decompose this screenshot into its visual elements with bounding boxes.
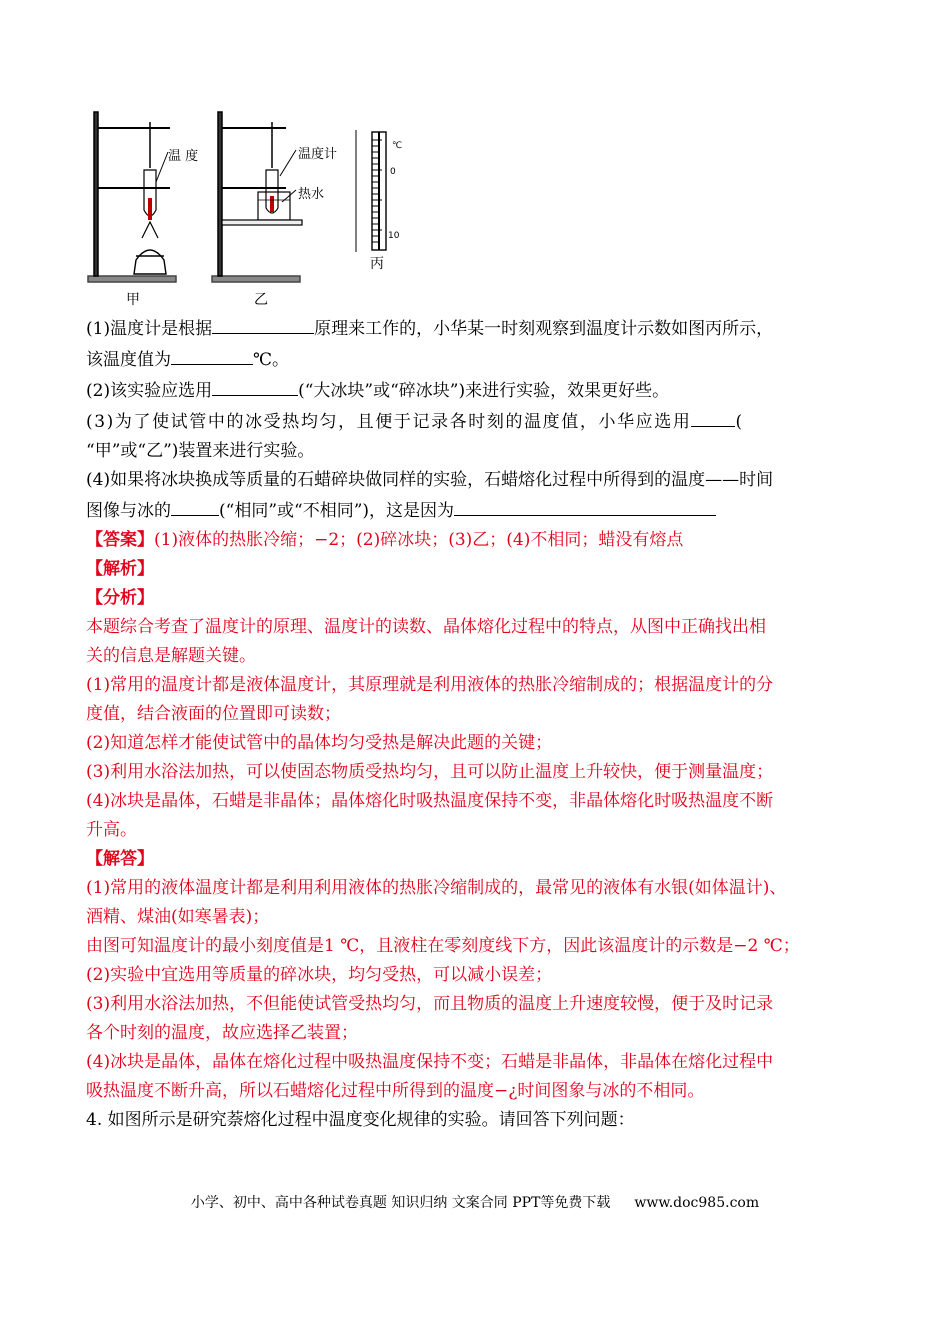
label-yi: 乙 bbox=[254, 292, 268, 308]
blank-2 bbox=[171, 344, 253, 365]
jieda-line: (1)常用的液体温度计都是利用利用液体的热胀冷缩制成的，最常见的液体有水银(如体温计)、 bbox=[86, 878, 787, 898]
fenxi-line: 关的信息是解题关键。 bbox=[86, 646, 256, 666]
thermo-ten: 10 bbox=[388, 231, 400, 241]
question-4-line-1: (4)如果将冰块换成等质量的石蜡碎块做同样的实验，石蜡熔化过程中所得到的温度——时间 bbox=[86, 470, 774, 490]
fenxi-line: (1)常用的温度计都是液体温度计，其原理就是利用液体的热胀冷缩制成的；根据温度计的分 bbox=[86, 675, 774, 695]
label-wendu: 温 度 bbox=[168, 149, 199, 164]
apparatus-jia bbox=[88, 112, 176, 282]
blank-3 bbox=[212, 375, 298, 396]
document-body bbox=[86, 313, 876, 1135]
blank-6 bbox=[454, 495, 716, 516]
label-jia: 甲 bbox=[126, 292, 140, 308]
question-1-line-2: 该温度值为 ℃。 bbox=[86, 344, 876, 375]
next-question: 4. 如图所示是研究萘熔化过程中温度变化规律的实验。请回答下列问题： bbox=[86, 1110, 635, 1130]
jieda-line: 吸热温度不断升高，所以石蜡熔化过程中所得到的温度−¿时间图象与冰的不相同。 bbox=[86, 1081, 705, 1101]
question-3-line-1: (3)为了使试管中的冰受热均匀，且便于记录各时刻的温度值，小华应选用 ( bbox=[86, 406, 876, 437]
question-2: (2)该实验应选用 (“大冰块”或“碎冰块”)来进行实验，效果更好些。 bbox=[86, 375, 876, 406]
thermo-zero: 0 bbox=[390, 167, 396, 177]
answer-tag: 【答案】 bbox=[86, 530, 154, 550]
label-bing: 丙 bbox=[370, 256, 384, 272]
jieda-line: (2)实验中宜选用等质量的碎冰块，均匀受热，可以减小误差； bbox=[86, 965, 553, 985]
question-1-line-1: (1)温度计是根据 原理来工作的，小华某一时刻观察到温度计示数如图丙所示， bbox=[86, 313, 876, 344]
experiment-figure bbox=[86, 110, 406, 310]
jieda-line: (4)冰块是晶体，晶体在熔化过程中吸热温度保持不变；石蜡是非晶体，非晶体在熔化过程中 bbox=[86, 1052, 774, 1072]
fenxi-line: 本题综合考查了温度计的原理、温度计的读数、晶体熔化过程中的特点，从图中正确找出相 bbox=[86, 617, 766, 637]
fenxi-tag: 【分析】 bbox=[86, 588, 154, 608]
thermometer-bing bbox=[356, 130, 386, 252]
thermo-unit: ℃ bbox=[392, 141, 403, 151]
label-reshui: 热水 bbox=[298, 187, 325, 202]
fenxi-line: (2)知道怎样才能使试管中的晶体均匀受热是解决此题的关键； bbox=[86, 733, 553, 753]
jieda-line: 酒精、煤油(如寒暑表)； bbox=[86, 907, 270, 927]
jieda-line: 各个时刻的温度，故应选择乙装置； bbox=[86, 1023, 358, 1043]
question-4-line-2: 图像与冰的 (“相同”或“不相同”)，这是因为 bbox=[86, 495, 876, 526]
jieda-line: 由图可知温度计的最小刻度值是1 ℃，且液柱在零刻度线下方，因此该温度计的示数是−2 ℃； bbox=[86, 936, 800, 956]
fenxi-line: 度值，结合液面的位置即可读数； bbox=[86, 704, 341, 724]
question-3-line-2: “甲”或“乙”)装置来进行实验。 bbox=[86, 441, 315, 461]
label-wendu-ji: 温度计 bbox=[298, 147, 338, 162]
answer-text: (1)液体的热胀冷缩；−2；(2)碎冰块；(3)乙；(4)不相同；蜡没有熔点 bbox=[154, 530, 684, 550]
fenxi-line: (4)冰块是晶体，石蜡是非晶体；晶体熔化时吸热温度保持不变，非晶体熔化时吸热温度不断 bbox=[86, 791, 774, 811]
jieda-line: (3)利用水浴法加热，不但能使试管受热均匀，而且物质的温度上升速度较慢，便于及时记录 bbox=[86, 994, 774, 1014]
answer-line bbox=[86, 526, 876, 555]
footer-text: 小学、初中、高中各种试卷真题 知识归纳 文案合同 PPT等免费下载 bbox=[190, 1195, 611, 1211]
fenxi-line: (3)利用水浴法加热，可以使固态物质受热均匀，且可以防止温度上升较快，便于测量温度； bbox=[86, 762, 774, 782]
apparatus-yi bbox=[212, 112, 302, 282]
jieda-tag: 【解答】 bbox=[86, 849, 154, 869]
footer-url[interactable]: www.doc985.com bbox=[634, 1195, 760, 1211]
blank-1 bbox=[212, 313, 314, 334]
blank-5 bbox=[171, 495, 219, 516]
jiexi-tag: 【解析】 bbox=[86, 559, 154, 579]
fenxi-line: 升高。 bbox=[86, 820, 137, 840]
blank-4 bbox=[691, 406, 735, 427]
page-footer bbox=[0, 1192, 950, 1212]
